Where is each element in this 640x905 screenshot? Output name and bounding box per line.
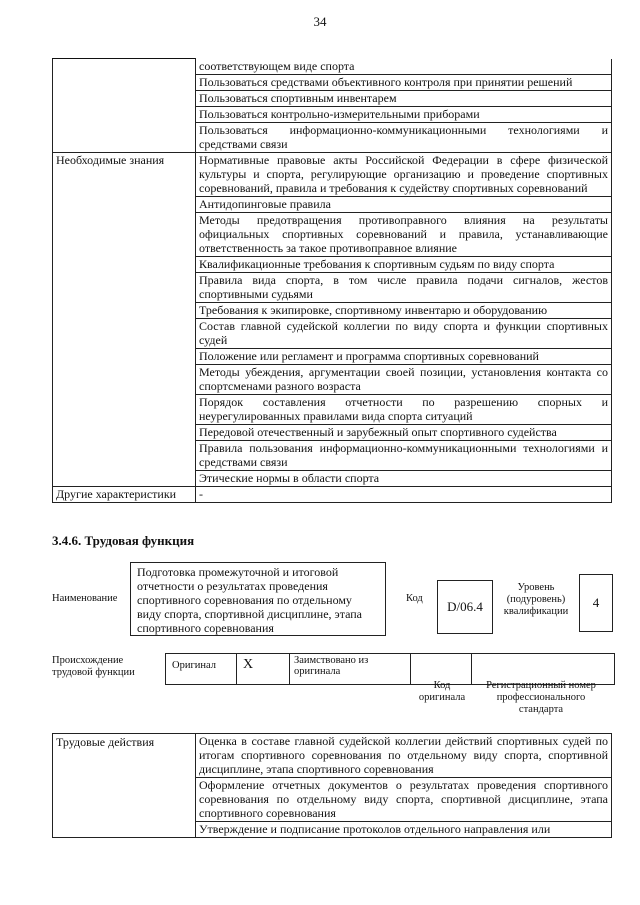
table-row (53, 272, 612, 302)
row-label (53, 470, 196, 486)
action-value: Оформление отчетных документов о результатах проведения спортивного соревнования по отдельному виду спорта, спортивной дисциплине, этапа спортивного соревнования (196, 778, 612, 822)
action-value: Оценка в составе главной судейской коллегии действий спортивных судей по итогам спортивного соревнования по отдельному виду спорта, спортивной дисциплине, этапа спортивного соревнования (196, 734, 612, 778)
origin-label: Происхождение трудовой функции (52, 655, 135, 678)
table-row (53, 348, 612, 364)
level-value-box: 4 (579, 574, 613, 632)
code-label: Код (406, 593, 423, 604)
row-label (53, 196, 196, 212)
row-label (53, 394, 196, 424)
row-value: Методы предотвращения противоправного влияния на результаты официальных спортивных соревнований и правила, устанавливающие ответственность за такое противоправное влияние (196, 212, 612, 256)
row-label (53, 302, 196, 318)
row-label (53, 106, 196, 122)
table-row (53, 212, 612, 256)
row-value: Пользоваться информационно-коммуникационными технологиями и средствами связи (196, 122, 612, 152)
table-row (53, 106, 612, 122)
row-label: Другие характеристики (53, 486, 196, 502)
name-label: Наименование (52, 593, 118, 604)
row-value: Состав главной судейской коллегии по виду спорта и функции спортивных судей (196, 318, 612, 348)
table-row (53, 152, 612, 196)
table-row (53, 470, 612, 486)
row-value: Передовой отечественный и зарубежный опыт спортивного судейства (196, 424, 612, 440)
section-title: 3.4.6. Трудовая функция (52, 533, 195, 548)
table-row (53, 302, 612, 318)
function-name-box: Подготовка промежуточной и итоговой отчетности о результатах проведения спортивного соревнования по отдельному виду спорта, спортивной дисциплине, этапа спортивного соревнования (130, 562, 386, 636)
row-value: Порядок составления отчетности по разрешению спорных и неурегулированных правилами вида спорта ситуаций (196, 394, 612, 424)
row-value: Пользоваться средствами объективного контроля при принятии решений (196, 74, 612, 90)
row-value: соответствующем виде спорта (196, 59, 612, 75)
row-label (53, 212, 196, 256)
page-number: 34 (313, 14, 327, 29)
row-label (53, 256, 196, 272)
code-value-box: D/06.4 (437, 580, 493, 634)
row-value: Пользоваться спортивным инвентарем (196, 90, 612, 106)
row-value: Правила пользования информационно-коммуникационными технологиями и средствами связи (196, 440, 612, 470)
code-original-label: Код оригинала (418, 680, 466, 703)
row-label (53, 364, 196, 394)
table-row (53, 486, 612, 502)
row-label (53, 90, 196, 106)
reg-number-label: Регистрационный номер профессионального стандарта (486, 680, 596, 715)
row-value: Положение или регламент и программа спортивных соревнований (196, 348, 612, 364)
action-value: Утверждение и подписание протоколов отдельного направления или (196, 822, 612, 838)
table-row (53, 196, 612, 212)
table-row (53, 440, 612, 470)
row-value: Квалификационные требования к спортивным судьям по виду спорта (196, 256, 612, 272)
table-row (53, 364, 612, 394)
row-value: - (196, 486, 612, 502)
row-label (53, 440, 196, 470)
table-row (53, 424, 612, 440)
row-value: Нормативные правовые акты Российской Федерации в сфере физической культуры и спорта, регулирующие организацию и проведение спортивных соревнований, правила и требования к судейству спортивных соревнований (196, 152, 612, 196)
row-value: Правила вида спорта, в том числе правила подачи сигналов, жестов спортивными судьями (196, 272, 612, 302)
row-label (53, 59, 196, 75)
actions-label: Трудовые действия (53, 734, 196, 838)
row-label (53, 272, 196, 302)
actions-table (52, 733, 612, 838)
row-label (53, 318, 196, 348)
table-row (53, 734, 612, 778)
original-label: Оригинал (166, 654, 237, 685)
row-value: Методы убеждения, аргументации своей позиции, установления контакта со спортсменами разного возраста (196, 364, 612, 394)
table-row (53, 318, 612, 348)
row-label (53, 122, 196, 152)
row-value: Этические нормы в области спорта (196, 470, 612, 486)
table-row (53, 256, 612, 272)
row-value: Пользоваться контрольно-измерительными приборами (196, 106, 612, 122)
table-row (53, 394, 612, 424)
row-value: Антидопинговые правила (196, 196, 612, 212)
level-label: Уровень (подуровень) квалификации (503, 582, 569, 617)
borrowed-label: Заимствовано из оригинала (290, 654, 411, 685)
table-row (53, 122, 612, 152)
knowledge-table (52, 58, 612, 503)
table-row (53, 59, 612, 75)
row-label (53, 424, 196, 440)
row-label: Необходимые знания (53, 152, 196, 196)
table-row (53, 74, 612, 90)
original-mark: X (237, 654, 290, 685)
row-label (53, 348, 196, 364)
table-row (53, 90, 612, 106)
row-label (53, 74, 196, 90)
row-value: Требования к экипировке, спортивному инвентарю и оборудованию (196, 302, 612, 318)
